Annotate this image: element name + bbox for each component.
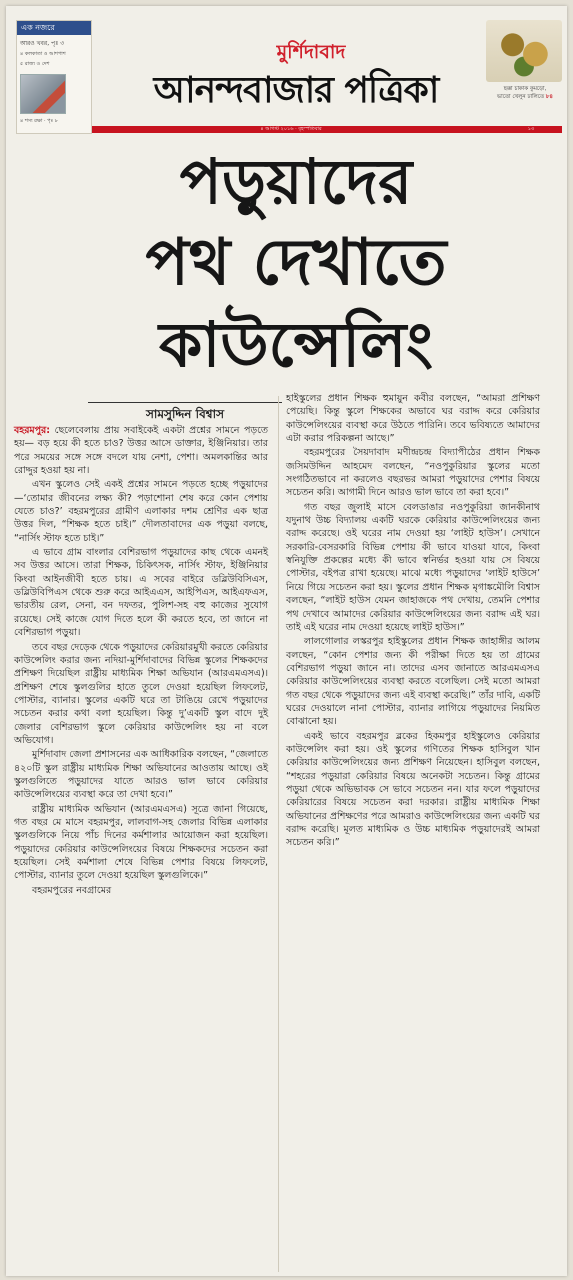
article-paragraph: মুর্শিদাবাদ জেলা প্রশাসনের এক আধিকারিক বলছেন, “জেলাতে ৪২০টি স্কুল রাষ্ট্রীয় মাধ্যমিক শিক্ষা অভিযানের আওতায় আছে। ওই স্কুলগুলিতে পড়ুয়াদের যাতে আরও ভাল ভাবে কেরিয়ার কাউন্সেলিংয়ের ব্যবস্থা করে তা দেখা হবে।” [14, 749, 268, 801]
article-paragraph [14, 424, 268, 477]
headline [6, 142, 567, 387]
article-paragraph: হাইস্কুলের প্রধান শিক্ষক হুমায়ুন কবীর বলছেন, “আমরা প্রশিক্ষণ পেয়েছি। কিন্তু স্কুলে শিক্ষকের অভাবে ঘর বরাদ্দ করে কেরিয়ার কাউন্সেলিংয়ের ব্যবস্থা করে উঠতে পারিনি। তবে ভবিষ্যতে আমাদের এটা করার পরিকল্পনা আছে।” [286, 393, 540, 445]
article-paragraph: বহরমপুরের নবগ্রামের [32, 884, 112, 896]
article-column-2 [286, 392, 540, 1274]
promo-caption [486, 82, 564, 101]
byline-rule [88, 402, 282, 403]
ek-nojore-box [16, 20, 92, 134]
ek-nojore-subtitle: আরও খবর, পৃঃ ৩ [20, 40, 65, 47]
paragraph-text: ছেলেবেলায় প্রায় সবাইকেই একটা প্রশ্নের সামনে পড়তে হয়— বড় হয়ে কী হতে চাও? উত্তর আসে ডাক্তার, ইঞ্জিনিয়ার। তার পরে সময়ের সঙ্গে সঙ্গে বদলে যায় নেশা, পেশা। অমলকান্তির আর রোদ্দুর হওয়া হয় না। [14, 425, 268, 477]
article-paragraph: বহরমপুরের সৈয়দাবাদ মণীন্দ্রচন্দ্র বিদ্যাপীঠের প্রধান শিক্ষক জসিমউদ্দিন আহমেদ বলছেন, “নওপুকুরিয়ার স্কুলের মতো সংগঠিতভাবে না করলেও বছরভর আমরা পড়ুয়াদের পেশার বিষয়ে সচেতন করি। আগামী দিনে আরও ভাল ভাবে তা করা হবে।” [286, 447, 540, 499]
article-paragraph: রাষ্ট্রীয় মাধ্যমিক অভিযান (আরএমএসএ) সূত্রে জানা গিয়েছে, গত বছর মে মাসে বহরমপুর, লালবাগ-সহ জেলার বিভিন্ন এলাকার স্কুলগুলিকে নিয়ে পাঁচ দিনের কর্মশালার আয়োজন করা হয়েছিল। পড়ুয়াদের কেরিয়ার কাউন্সেলিংয়ের বিষয়ে শিক্ষকদের সচেতন করা হয়েছিল। সেই কর্মশালা শেষে বিভিন্ন পেশার বিষয়ে লিফলেট, পোস্টার, ব্যানার তুলে দেওয়া হয়েছিল স্কুলগুলিকে।” [14, 803, 268, 882]
food-photo [486, 20, 562, 82]
byline: সামসুদ্দিন বিশ্বাস [145, 407, 225, 421]
edition-label: মুর্শিদাবাদ [276, 41, 346, 63]
article-paragraph: লালগোলার লস্করপুর হাইস্কুলের প্রধান শিক্ষক জাহাঙ্গীর আলম বলছেন, “কোন পেশার জন্য কী পরীক্ষা দিতে হয় তা গ্রামের বেশিরভাগ পড়ুয়া জানে না। তাদের এসব জানাতে আরএমএসএ কেরিয়ার কাউন্সেলিংয়ের ব্যবস্থা করতে বলেছিল। সেই মতো আমরা গত বছর থেকে পড়ুয়াদের জন্য এই ব্যবস্থা করেছি।” তাঁর দাবি, একটি ঘরের দেওয়ালে নানা পোস্টার, ব্যানার লাগিয়ে পড়ুয়াদের নিয়মিত বোঝানো হয়। [286, 636, 540, 728]
dateline: বহরমপুর: [14, 425, 51, 436]
newspaper-page [6, 6, 567, 1276]
headline-line-3: কাউন্সেলিং [159, 308, 433, 381]
article-paragraph: একই ভাবে বহরমপুর ব্লকের হিকমপুর হাইস্কুলেও কেরিয়ার কাউন্সেলিং করা হয়। ওই স্কুলের গণিতের শিক্ষক হাসিবুল খান কেরিয়ার কাউন্সেলিংয়ের জন্য প্রশিক্ষণ নিয়েছেন। হাসিবুল বলছেন, “শহরের পড়ুয়ারা কেরিয়ার বিষয়ে অনেকটা সচেতন। কিন্তু গ্রামের পড়ুয়া থেকে অভিভাবক সে ভাবে সচেতন নন। যার ফলে পড়ুয়াদের কেরিয়ারের বিষয়ে সচেতন করা দরকার। রাষ্ট্রীয় মাধ্যমিক শিক্ষা অভিযানের প্রশিক্ষণের পরে আমরাও কাউন্সেলিংয়ের জন্য একটি ঘর বরাদ্দ করেছি। মূলত মাধ্যমিক ও উচ্চ মাধ্যমিক পড়ুয়াদেরই আমরা সচেতন করি।” [286, 730, 540, 849]
date-line: ৪ আগস্ট ২০১৬ · বৃহস্পতিবার [260, 126, 322, 132]
promo-page-ref: ৮৪ [545, 94, 553, 100]
masthead [6, 6, 567, 134]
article-column-1 [14, 424, 268, 1274]
ek-nojore-title: এক নজরে [17, 21, 91, 35]
promo-caption-line1: ছক্কা চাকাক কুমড়ো, [503, 86, 547, 92]
article-paragraph: এখন স্কুলেও সেই একই প্রশ্নের সামনে পড়তে হচ্ছে পড়ুয়াদের—‘তোমার জীবনের লক্ষ্য কী? পড়াশোনা শেষ করে কোন পেশায় যেতে চাও?’ বহরমপুরের গ্রামীণ এলাকার দশম শ্রেণির এক ছাত্র উত্তর দিল, “শিক্ষক হতে চাই।” দৌলতাবাদের এক পড়ুয়া বলছে, “নার্সিং স্টাফ হতে চাই।” [14, 479, 268, 544]
ek-nojore-line: ৪ কলকাতা ও আশপাশ [20, 51, 66, 57]
ek-nojore-line: ৫ রাজ্য ও দেশ [20, 61, 50, 67]
article-paragraph: তবে বছর দেড়েক থেকে পড়ুয়াদের কেরিয়ারমুখী করতে কেরিয়ার কাউন্সেলিং করার জন্য নদিয়া-মুর্শিদাবাদের বিভিন্ন স্কুলের শিক্ষকদের প্রশিক্ষণ দিয়েছিল রাষ্ট্রীয় মাধ্যমিক শিক্ষা অভিযান (আরএমএসএ)। প্রশিক্ষণ শেষে স্কুলগুলির হাতে তুলে দেওয়া হয়েছিল লিফলেট, পোস্টার, ব্যানার। স্কুলের একটি ঘরে তা টাঙিয়ে রেখে পড়ুয়াদের সচেতন করার কথা বলা হয়েছিল। কিন্তু দু’একটি স্কুল বাদে দুই জেলার বেশিরভাগ স্কুলে কেরিয়ার কাউন্সেলিং হয় না বলে অভিযোগ। [14, 641, 268, 746]
promo-caption-line2: ভাতো খেলুন ঢালিতে [497, 94, 545, 100]
newspaper-nameplate: আনন্দবাজার পত্রিকা [153, 69, 439, 111]
headline-line-2: পথ দেখাতে [145, 226, 447, 300]
promo-box [486, 20, 564, 124]
page-number: ১৩ [527, 126, 535, 132]
column-divider [278, 396, 279, 1272]
article-paragraph: এ ভাবে গ্রাম বাংলার বেশিরভাগ পড়ুয়াদের কাছ থেকে এমনই সব উত্তর আসে। তারা শিক্ষক, চিকিৎসক, নার্সিং স্টাফ, ইঞ্জিনিয়ার কিংবা আইনজীবী হতে চায়। এ সবের বাইরে ডব্লিউবিসিএস, ডব্লিউবিপিএস থেকে শুরু করে আইএএস, আইপিএস, আইএফএস, ভারতীয় রেল, সেনা, বন দফতর, পুলিশ-সহ বহু কাজের সুযোগ রয়েছে। সেই কাজে যোগ দিতে হলে কী করতে হবে, তা জানে না বেশিরভাগ পড়ুয়া। [14, 547, 268, 639]
ek-nojore-caption: ৪ শস্য রক্ষা · পৃঃ ৮ [20, 118, 59, 124]
headline-line-1: পড়ুয়াদের [179, 145, 413, 218]
article-paragraph: গত বছর জুলাই মাসে বেলডাঙার নওপুকুরিয়া জানকীনাথ যদুনাথ উচ্চ বিদ্যালয় একটি ঘরকে কেরিয়ার কাউন্সেলিংয়ের জন্য বরাদ্দ করেছে। ওই ঘরের নাম দেওয়া হয় ‘লাইট হাউস’। সেখানে সরকারি-বেসরকারি বিভিন্ন পেশায় কী ভাবে যাওয়া যাবে, কিংবা স্বনিযুক্তি প্রকল্পের মধ্যে কী ভাবে স্বনির্ভর হওয়া যায় সে বিষয়ে পোস্টার, বইপত্র রাখা হয়েছে। মাঝে মধ্যে পড়ুয়াদের ‘লাইট হাউসে’ নিয়ে গিয়ে সচেতন করা হয়। স্কুলের প্রধান শিক্ষক মৃগাঙ্কমৌলি বিশ্বাস বলছেন, “লাইট হাউস যেমন জাহাজকে পথ দেখায়, তেমনি পেশার পথ দেখাবে আমাদের কেরিয়ার কাউন্সেলিংয়ের জন্য বরাদ্দ এই ঘর। তাই এই ঘরের নাম দেওয়া হয়েছে লাইট হাউস।” [286, 501, 540, 633]
ek-nojore-photo [20, 74, 66, 114]
